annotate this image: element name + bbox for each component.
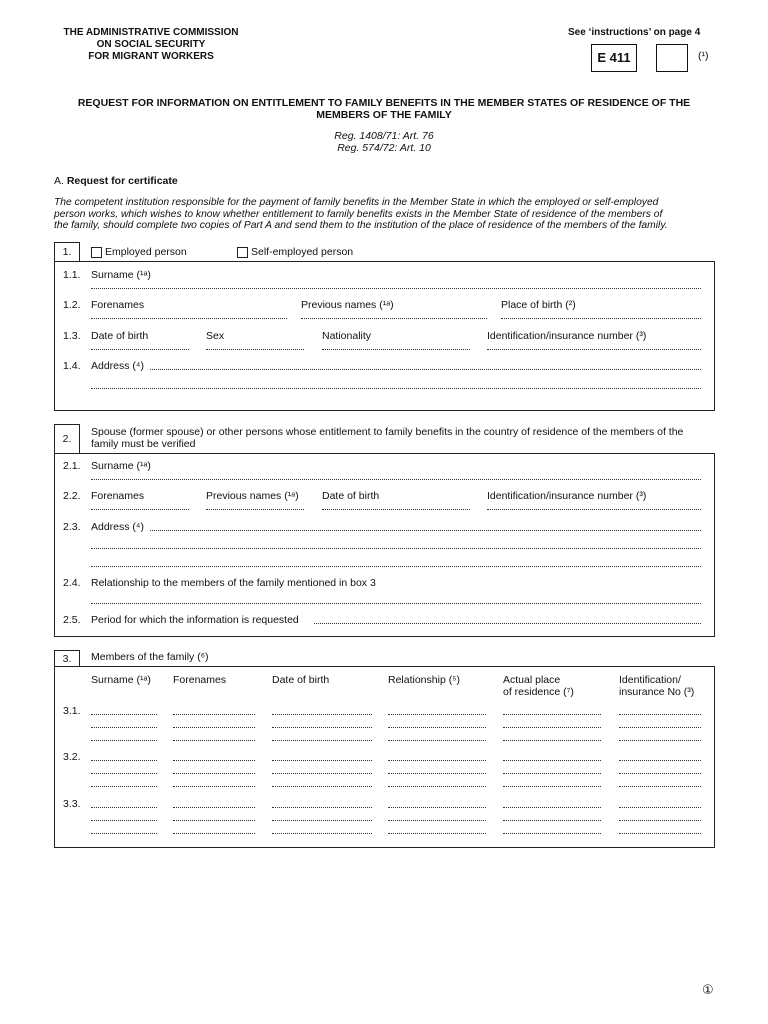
- member-field[interactable]: [503, 740, 601, 741]
- date-of-birth-field[interactable]: [91, 349, 189, 350]
- spouse-identification-field[interactable]: [487, 509, 701, 510]
- members-heading: Members of the family (⁶): [91, 651, 209, 663]
- regulation-2: Reg. 574/72: Art. 10: [337, 142, 431, 154]
- section-a-title: Request for certificate: [66, 175, 178, 187]
- spouse-address-field-line1[interactable]: [150, 530, 701, 531]
- spouse-surname-field[interactable]: [91, 479, 701, 480]
- employed-checkbox[interactable]: [91, 247, 102, 258]
- commission-line3: FOR MIGRANT WORKERS: [88, 51, 214, 62]
- member-field[interactable]: [173, 740, 255, 741]
- member-field[interactable]: [503, 786, 601, 787]
- previous-names-label: Previous names (¹ᵃ): [301, 299, 394, 311]
- member-field[interactable]: [173, 820, 255, 821]
- row-2-5-number: 2.5.: [63, 614, 81, 626]
- member-field[interactable]: [388, 760, 486, 761]
- member-field[interactable]: [619, 833, 701, 834]
- member-field[interactable]: [91, 820, 157, 821]
- intro-line2: person works, which wishes to know whether entitlement to family benefits exists in the Member State of residence of the members of: [54, 208, 663, 220]
- member-field[interactable]: [91, 727, 157, 728]
- spouse-forenames-label: Forenames: [91, 490, 145, 502]
- member-row-number: 3.1.: [63, 705, 81, 717]
- col-identification-line1: Identification/: [619, 674, 681, 686]
- section-a-intro: [54, 197, 722, 232]
- row-2-1-number: 2.1.: [63, 460, 81, 472]
- member-field[interactable]: [503, 820, 601, 821]
- form-code: E 411: [597, 50, 631, 65]
- col-date-of-birth: Date of birth: [272, 674, 330, 686]
- col-identification: [619, 674, 694, 698]
- period-label: Period for which the information is requested: [91, 614, 299, 626]
- surname-label: Surname (¹ᵃ): [91, 269, 151, 281]
- member-field[interactable]: [272, 773, 372, 774]
- title-line2: MEMBERS OF THE FAMILY: [316, 109, 452, 121]
- member-field[interactable]: [388, 773, 486, 774]
- member-field[interactable]: [173, 760, 255, 761]
- member-field[interactable]: [272, 727, 372, 728]
- commission-line2: ON SOCIAL SECURITY: [96, 39, 206, 50]
- period-field[interactable]: [314, 623, 701, 624]
- spouse-identification-label: Identification/insurance number (³): [487, 490, 647, 502]
- row-1-3-number: 1.3.: [63, 330, 81, 342]
- col-residence-line2: of residence (⁷): [503, 686, 574, 698]
- regulation-refs: [234, 130, 534, 154]
- spouse-previous-names-field[interactable]: [206, 509, 304, 510]
- spouse-address-field-line3[interactable]: [91, 566, 701, 567]
- member-field[interactable]: [173, 773, 255, 774]
- identification-number-label: Identification/insurance number (³): [487, 330, 647, 342]
- title-line1: REQUEST FOR INFORMATION ON ENTITLEMENT TO FAMILY BENEFITS IN THE MEMBER STATES OF RESIDENCE OF THE: [77, 97, 691, 109]
- regulation-1: Reg. 1408/71: Art. 76: [334, 130, 434, 142]
- member-field[interactable]: [619, 807, 701, 808]
- member-field[interactable]: [503, 727, 601, 728]
- member-field[interactable]: [388, 786, 486, 787]
- col-residence-line1: Actual place: [503, 674, 561, 686]
- member-field[interactable]: [272, 807, 372, 808]
- intro-line3: the family, should complete two copies of Part A and send them to the institution of the place of residence of the members of the family.: [54, 220, 668, 231]
- member-field[interactable]: [272, 740, 372, 741]
- commission-name: [40, 27, 262, 63]
- commission-line1: THE ADMINISTRATIVE COMMISSION: [63, 27, 239, 38]
- section-a-prefix: A.: [54, 175, 64, 187]
- member-field[interactable]: [388, 714, 486, 715]
- col-forenames: Forenames: [173, 674, 227, 686]
- spouse-previous-names-label: Previous names (¹ᵃ): [206, 490, 299, 502]
- instructions-note: See ‘instructions’ on page 4: [568, 27, 701, 38]
- place-of-birth-field[interactable]: [501, 318, 701, 319]
- member-field[interactable]: [91, 740, 157, 741]
- employed-label: Employed person: [105, 246, 187, 258]
- member-field[interactable]: [503, 807, 601, 808]
- col-residence: [503, 674, 574, 698]
- member-field[interactable]: [388, 833, 486, 834]
- member-field[interactable]: [619, 786, 701, 787]
- row-1-2-number: 1.2.: [63, 299, 81, 311]
- box3-number: 3.: [54, 650, 80, 668]
- sex-field[interactable]: [206, 349, 304, 350]
- member-field[interactable]: [388, 727, 486, 728]
- forenames-label: Forenames: [91, 299, 145, 311]
- member-field[interactable]: [503, 760, 601, 761]
- member-field[interactable]: [173, 727, 255, 728]
- form-code-blank-box[interactable]: [656, 44, 688, 72]
- page-number: ①: [702, 982, 714, 997]
- spouse-address-label: Address (⁴): [91, 521, 144, 533]
- form-footnote-ref: (¹): [698, 50, 709, 62]
- row-2-2-number: 2.2.: [63, 490, 81, 502]
- member-field[interactable]: [91, 773, 157, 774]
- member-field[interactable]: [91, 786, 157, 787]
- address-field-line2[interactable]: [91, 388, 701, 389]
- member-field[interactable]: [388, 820, 486, 821]
- member-field[interactable]: [272, 760, 372, 761]
- row-2-3-number: 2.3.: [63, 521, 81, 533]
- nationality-label: Nationality: [322, 330, 372, 342]
- box2-number: 2.: [54, 424, 80, 455]
- sex-label: Sex: [206, 330, 225, 342]
- relationship-label: Relationship to the members of the family mentioned in box 3: [91, 577, 376, 589]
- section-a-heading: [54, 175, 178, 187]
- member-row-number: 3.3.: [63, 798, 81, 810]
- box2-heading-line2: family must be verified: [91, 438, 196, 450]
- nationality-field[interactable]: [322, 349, 470, 350]
- identification-number-field[interactable]: [487, 349, 701, 350]
- surname-field[interactable]: [91, 288, 701, 289]
- member-field[interactable]: [272, 833, 372, 834]
- member-field[interactable]: [173, 786, 255, 787]
- member-field[interactable]: [619, 760, 701, 761]
- member-field[interactable]: [503, 714, 601, 715]
- forenames-field[interactable]: [91, 318, 287, 319]
- row-1-1-number: 1.1.: [63, 269, 81, 281]
- form-title: [40, 97, 728, 121]
- member-field[interactable]: [173, 714, 255, 715]
- place-of-birth-label: Place of birth (²): [501, 299, 576, 311]
- member-field[interactable]: [91, 714, 157, 715]
- member-field[interactable]: [619, 820, 701, 821]
- col-relationship: Relationship (⁵): [388, 674, 461, 686]
- intro-line1: The competent institution responsible for the payment of family benefits in the Member State in which the employed or self-employed: [54, 197, 659, 208]
- member-field[interactable]: [619, 714, 701, 715]
- member-field[interactable]: [619, 740, 701, 741]
- previous-names-field[interactable]: [301, 318, 487, 319]
- spouse-forenames-field[interactable]: [91, 509, 189, 510]
- row-2-4-number: 2.4.: [63, 577, 81, 589]
- member-field[interactable]: [91, 833, 157, 834]
- member-field[interactable]: [173, 833, 255, 834]
- spouse-surname-label: Surname (¹ᵃ): [91, 460, 151, 472]
- self-employed-checkbox[interactable]: [237, 247, 248, 258]
- form-code-box: [591, 44, 637, 72]
- member-field[interactable]: [388, 740, 486, 741]
- member-field[interactable]: [91, 760, 157, 761]
- member-field[interactable]: [272, 714, 372, 715]
- member-field[interactable]: [503, 773, 601, 774]
- box2-heading: [91, 426, 683, 450]
- member-field[interactable]: [619, 773, 701, 774]
- spouse-date-of-birth-field[interactable]: [322, 509, 470, 510]
- member-field[interactable]: [272, 786, 372, 787]
- member-field[interactable]: [173, 807, 255, 808]
- box1-number: 1.: [54, 242, 80, 263]
- address-label: Address (⁴): [91, 360, 144, 372]
- member-field[interactable]: [619, 727, 701, 728]
- member-field[interactable]: [91, 807, 157, 808]
- col-surname: Surname (¹ᵃ): [91, 674, 151, 686]
- self-employed-label: Self-employed person: [251, 246, 354, 258]
- relationship-field[interactable]: [91, 603, 701, 604]
- address-field-line1[interactable]: [150, 369, 701, 370]
- member-field[interactable]: [388, 807, 486, 808]
- row-1-4-number: 1.4.: [63, 360, 81, 372]
- spouse-address-field-line2[interactable]: [91, 548, 701, 549]
- member-field[interactable]: [503, 833, 601, 834]
- col-identification-line2: insurance No (³): [619, 686, 695, 698]
- date-of-birth-label: Date of birth: [91, 330, 149, 342]
- member-field[interactable]: [272, 820, 372, 821]
- member-row-number: 3.2.: [63, 751, 81, 763]
- box2-heading-line1: Spouse (former spouse) or other persons whose entitlement to family benefits in the country of residence of the members of the: [91, 426, 684, 438]
- box2-frame: [54, 453, 715, 637]
- spouse-date-of-birth-label: Date of birth: [322, 490, 380, 502]
